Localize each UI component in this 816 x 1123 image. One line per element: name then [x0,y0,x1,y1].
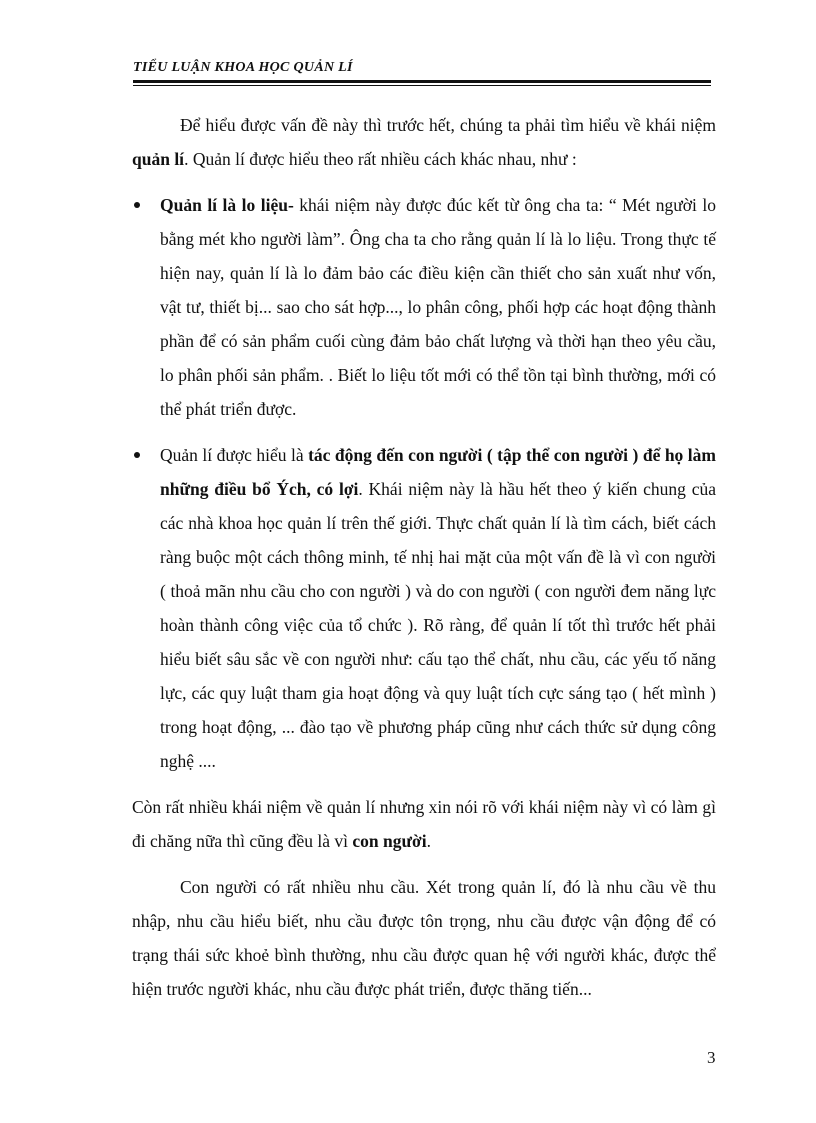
bullet-2-text-1: Quản lí được hiểu là [160,445,309,465]
intro-bold-term: quản lí [132,149,185,169]
bullet-item-1 [132,188,716,426]
bullet-dot-icon [134,452,140,458]
page-header [133,60,711,86]
bullet-dot-icon [134,202,140,208]
paragraph-3-text-2: . [426,831,431,851]
page-number: 3 [707,1048,716,1067]
header-rule-thick [133,80,711,83]
paragraph-3 [132,790,716,858]
paragraph-3-text-1: Còn rất nhiều khái niệm về quản lí nhưng xin nói rõ với khái niệm này vì có làm gì đi chăng nữa thì cũng đều là vì [132,797,716,851]
paragraph-3-bold: con người [352,831,427,851]
intro-text-2: . Quản lí được hiểu theo rất nhiều cách khác nhau, như : [184,149,577,169]
header-title: TIỂU LUẬN KHOA HỌC QUẢN LÍ [133,60,353,75]
bullet-item-2 [132,438,716,778]
bullet-1-bold: Quản lí là lo liệu- [160,195,294,215]
bullet-2-text [160,438,716,778]
paragraph-4: Con người có rất nhiều nhu cầu. Xét trong quản lí, đó là nhu cầu về thu nhập, nhu cầu hiểu biết, nhu cầu được tôn trọng, nhu cầu được vận động để có trạng thái sức khoẻ bình thường, nhu cầu được quan hệ với người khác, được thể hiện trước người khác, nhu cầu được phát triển, được thăng tiến... [132,877,716,999]
intro-paragraph [132,108,716,176]
bullet-2-text-2: . Khái niệm này là hầu hết theo ý kiến chung của các nhà khoa học quản lí trên thế giới. Thực chất quản lí là tìm cách, biết cách ràng buộc một cách thông minh, tế nhị hai mặt của một vấn đề là vì con người ( thoả mãn nhu cầu cho con người ) và do con người ( con người đem năng lực hoàn thành công việc của tổ chức ). Rõ ràng, để quản lí tốt thì trước hết phải hiểu biết sâu sắc về con người như: cấu tạo thể chất, nhu cầu, các yếu tố năng lực, các quy luật tham gia hoạt động và quy luật tích cực sáng tạo ( hết mình ) trong hoạt động, ... đào tạo về phương pháp cũng như cách thức sử dụng công nghệ .... [160,479,716,771]
bullet-2-bold: tác động đến con người ( tập thể con người ) để họ làm những điều bổ Ých, có lợi [160,445,716,499]
bullet-1-text [160,188,716,426]
bullet-1-body: khái niệm này được đúc kết từ ông cha ta: “ Mét người lo bằng mét kho người làm”. Ông cha ta cho rằng quản lí là lo liệu. Trong thực tế hiện nay, quản lí là lo đảm bảo các điều kiện cần thiết cho sản xuất như vốn, vật tư, thiết bị... sao cho sát hợp..., lo phân công, phối hợp các hoạt động thành phần để có sản phẩm cuối cùng đảm bảo chất lượng và thời hạn theo yêu cầu, lo phân phối sản phẩm. . Biết lo liệu tốt mới có thể tồn tại bình thường, mới có thể phát triển được. [160,195,716,419]
intro-text-1: Để hiểu được vấn đề này thì trước hết, chúng ta phải tìm hiểu về khái niệm [180,115,716,135]
document-body [132,108,716,1006]
header-rule-thin [133,85,711,86]
